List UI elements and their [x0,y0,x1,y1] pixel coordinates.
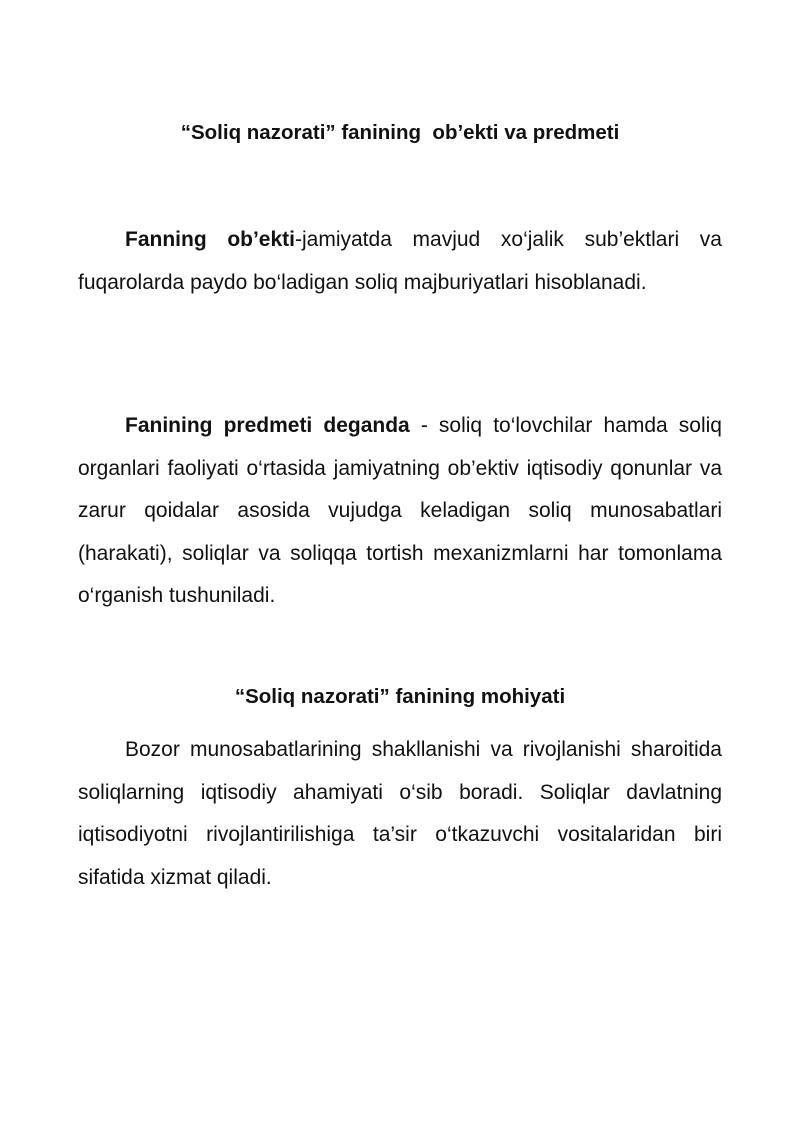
definition-object-text: -jamiyatda mavjud xo‘jalik sub’ektlari va fuqarolarda paydo bo‘ladigan soliq majburiyatlari hisoblanadi. [78,228,722,294]
term-object: Fanning ob’ekti [125,228,295,251]
term-subject: Fanining predmeti deganda [125,414,410,437]
paragraph-subject-definition [78,405,722,618]
section-title-essence: “Soliq nazorati” fanining mohiyati [234,685,566,708]
paragraph-essence: Bozor munosabatlarining shakllanishi va rivojlanishi sharoitida soliqlarning iqtisodiy ahamiyati o‘sib boradi. Soliqlar davlatning iqtisodiyotni rivojlantirilishiga ta’sir o‘tkazuvchi vositalaridan biri sifatida xizmat qiladi. [78,738,722,889]
paragraph-object-definition [78,219,722,304]
section-title-object-subject: “Soliq nazorati” fanining ob’ekti va predmeti [180,121,620,144]
definition-subject-text: - soliq to‘lovchilar hamda soliq organlari faoliyati o‘rtasida jamiyatning ob’ektiv iqtisodiy qonunlar va zarur qoidalar asosida vujudga keladigan soliq munosabatlari (harakati), soliqlar va soliqqa tortish mexanizmlarni har tomonlama o‘rganish tushuniladi. [78,414,722,607]
